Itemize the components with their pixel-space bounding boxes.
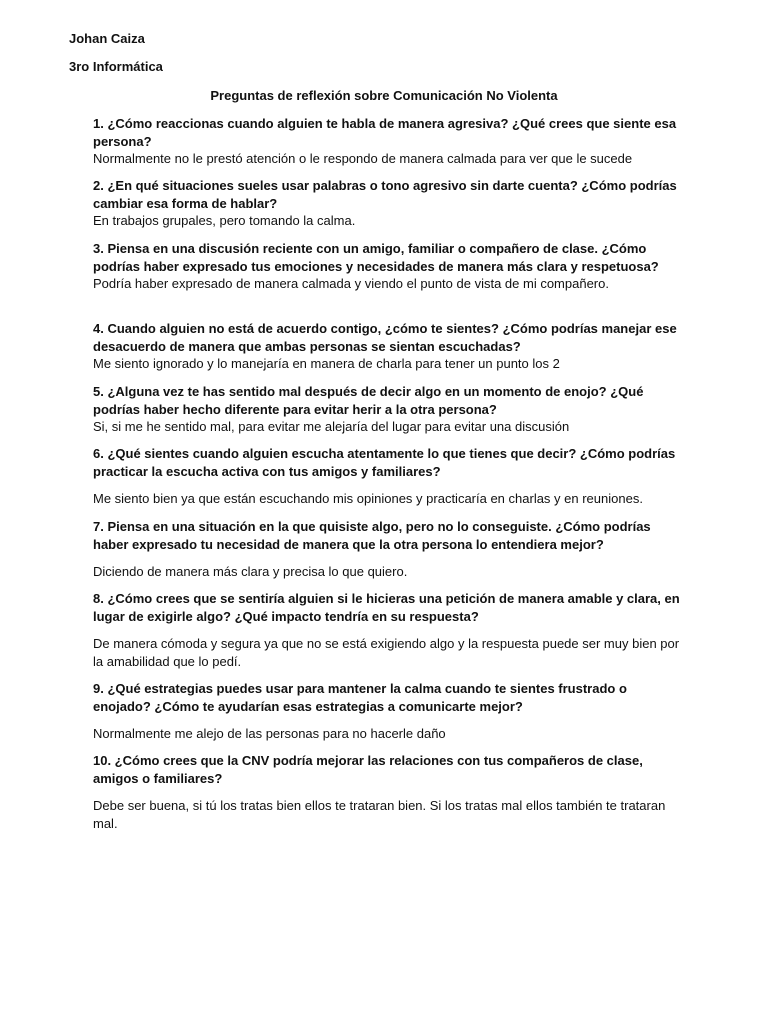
answer-7: Diciendo de manera más clara y precisa lo que quiero. (93, 564, 408, 579)
qa-item-9 (93, 680, 683, 743)
answer-2: En trabajos grupales, pero tomando la calma. (93, 213, 356, 228)
qa-item-2 (93, 177, 683, 230)
qa-item-3 (93, 240, 683, 293)
answer-4: Me siento ignorado y lo manejaría en manera de charla para tener un punto los 2 (93, 356, 560, 371)
qa-item-6 (93, 445, 683, 508)
question-7: 7. Piensa en una situación en la que quisiste algo, pero no lo conseguiste. ¿Cómo podrías haber expresado tu necesidad de manera que la otra persona lo entendiera mejor? (93, 519, 651, 552)
qa-item-4 (93, 320, 683, 373)
answer-1: Normalmente no le prestó atención o le respondo de manera calmada para ver que le sucede (93, 151, 633, 166)
author-name: Johan Caiza (69, 31, 145, 46)
question-9: 9. ¿Qué estrategias puedes usar para mantener la calma cuando te sientes frustrado o enojado? ¿Cómo te ayudarían esas estrategias a comunicarte mejor? (93, 681, 627, 714)
question-5: 5. ¿Alguna vez te has sentido mal después de decir algo en un momento de enojo? ¿Qué podrías haber hecho diferente para evitar herir a la otra persona? (93, 384, 644, 417)
answer-3: Podría haber expresado de manera calmada y viendo el punto de vista de mi compañero. (93, 276, 609, 291)
question-1: 1. ¿Cómo reaccionas cuando alguien te habla de manera agresiva? ¿Qué crees que siente esa persona? (93, 116, 677, 149)
answer-8: De manera cómoda y segura ya que no se está exigiendo algo y la respuesta puede ser muy bien por la amabilidad que lo pedí. (93, 636, 680, 669)
qa-item-8 (93, 590, 683, 670)
question-2: 2. ¿En qué situaciones sueles usar palabras o tono agresivo sin darte cuenta? ¿Cómo podrías cambiar esa forma de hablar? (93, 178, 677, 211)
qa-item-1 (93, 115, 683, 168)
qa-item-7 (93, 518, 683, 581)
document-title: Preguntas de reflexión sobre Comunicación No Violenta (210, 88, 558, 103)
qa-item-5 (93, 383, 683, 436)
qa-item-10 (93, 752, 683, 832)
answer-5: Si, si me he sentido mal, para evitar me alejaría del lugar para evitar una discusión (93, 419, 570, 434)
question-6: 6. ¿Qué sientes cuando alguien escucha atentamente lo que tienes que decir? ¿Cómo podrías practicar la escucha activa con tus amigos y familiares? (93, 446, 676, 479)
course-label: 3ro Informática (69, 59, 163, 74)
question-8: 8. ¿Cómo crees que se sentiría alguien si le hicieras una petición de manera amable y clara, en lugar de exigirle algo? ¿Qué impacto tendría en su respuesta? (93, 591, 680, 624)
question-4: 4. Cuando alguien no está de acuerdo contigo, ¿cómo te sientes? ¿Cómo podrías manejar ese desacuerdo de manera que ambas personas se sientan escuchadas? (93, 321, 677, 354)
answer-6: Me siento bien ya que están escuchando mis opiniones y practicaría en charlas y en reuniones. (93, 491, 643, 506)
question-10: 10. ¿Cómo crees que la CNV podría mejorar las relaciones con tus compañeros de clase, amigos o familiares? (93, 753, 643, 786)
question-3: 3. Piensa en una discusión reciente con un amigo, familiar o compañero de clase. ¿Cómo podrías haber expresado tus emociones y necesidades de manera más clara y respetuosa? (93, 241, 659, 274)
answer-9: Normalmente me alejo de las personas para no hacerle daño (93, 726, 446, 741)
answer-10: Debe ser buena, si tú los tratas bien ellos te trataran bien. Si los tratas mal ellos también te trataran mal. (93, 798, 666, 831)
